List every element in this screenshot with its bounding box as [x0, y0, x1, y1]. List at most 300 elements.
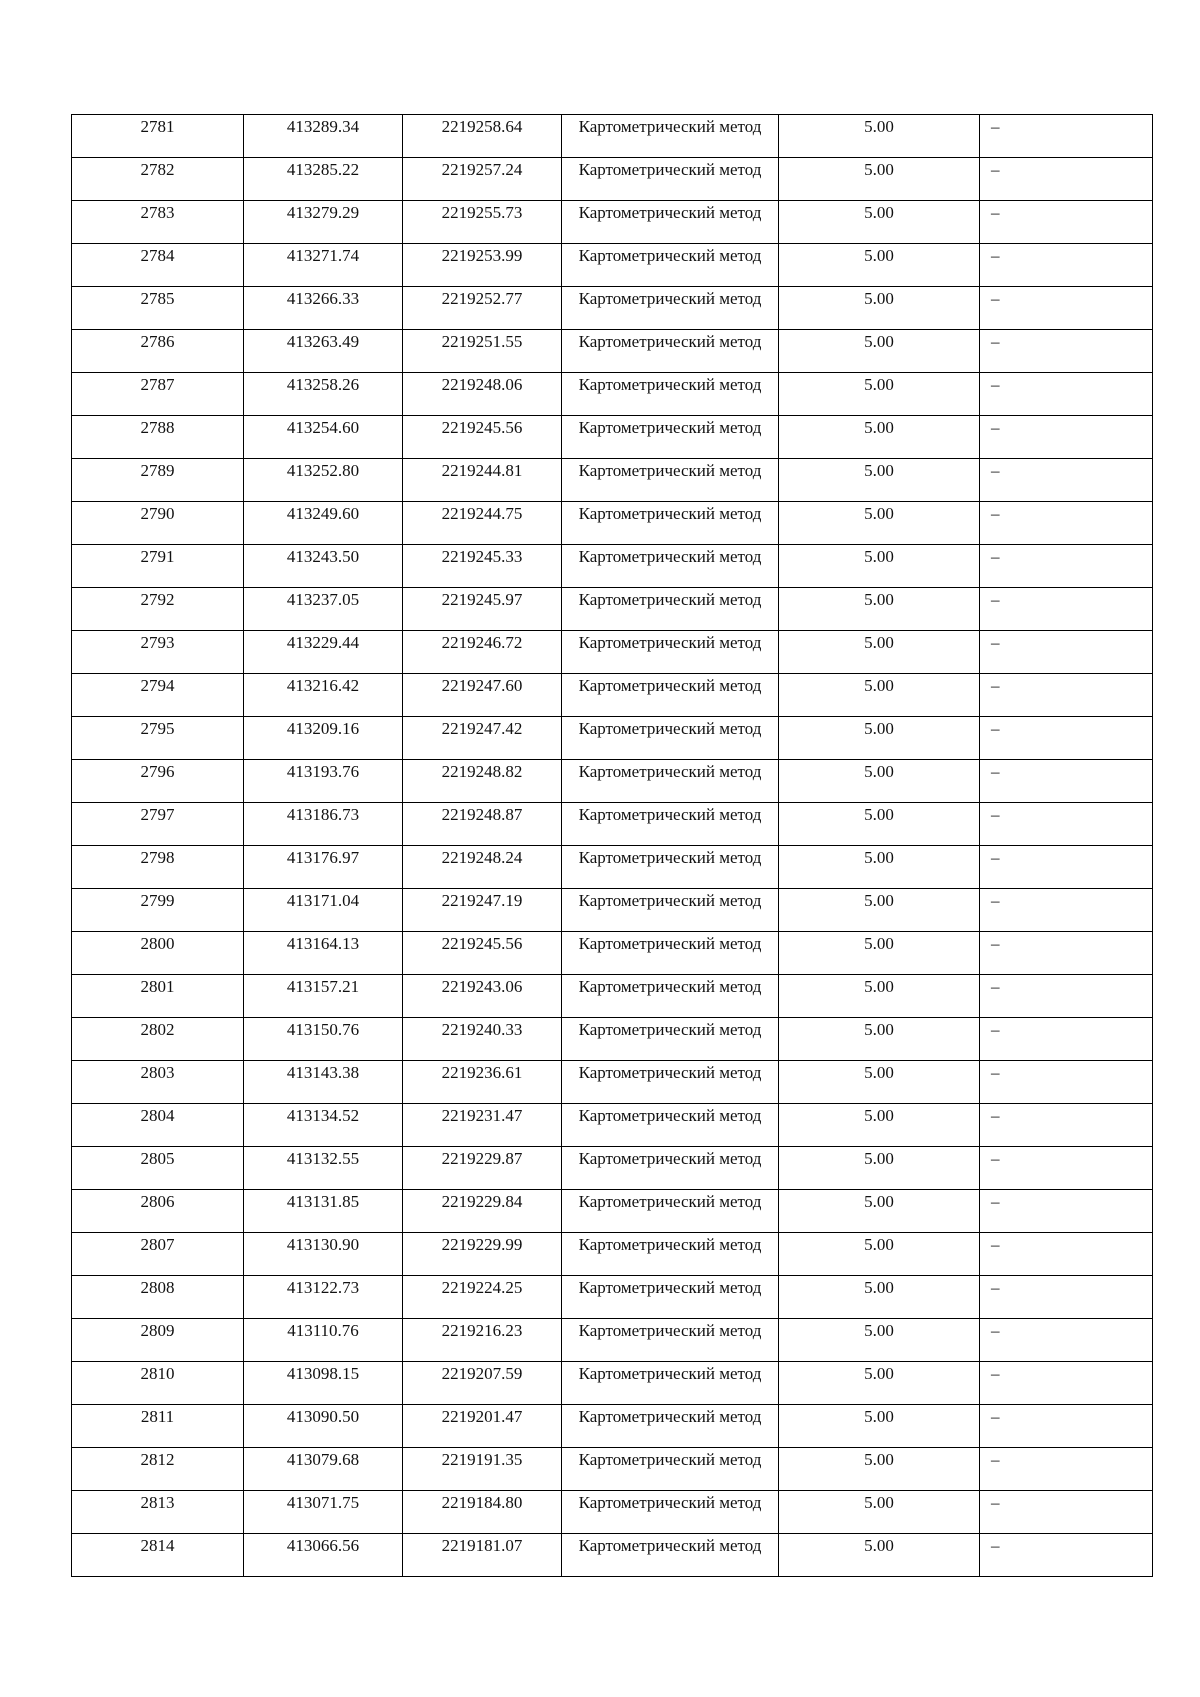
x-coordinate-cell — [244, 158, 403, 201]
x-coordinate-cell-text: 413122.73 — [286, 1278, 360, 1297]
method-cell — [562, 674, 779, 717]
method-cell-text: Картометрический метод — [578, 461, 762, 480]
y-coordinate-cell-text: 2219257.24 — [441, 160, 523, 179]
description-cell-text: – — [991, 977, 1000, 996]
coordinates-table-body — [72, 115, 1153, 1577]
description-cell — [980, 1534, 1153, 1577]
y-coordinate-cell-text: 2219216.23 — [441, 1321, 523, 1340]
x-coordinate-cell-text: 413271.74 — [286, 246, 360, 265]
x-coordinate-cell — [244, 1448, 403, 1491]
accuracy-cell — [779, 1147, 980, 1190]
description-cell-text: – — [991, 332, 1000, 351]
table-row — [72, 502, 1153, 545]
y-coordinate-cell — [403, 330, 562, 373]
x-coordinate-cell — [244, 975, 403, 1018]
point-number-cell-text: 2799 — [140, 891, 175, 910]
accuracy-cell — [779, 1276, 980, 1319]
y-coordinate-cell-text: 2219229.99 — [441, 1235, 523, 1254]
description-cell — [980, 416, 1153, 459]
method-cell-text: Картометрический метод — [578, 719, 762, 738]
table-row — [72, 803, 1153, 846]
accuracy-cell — [779, 115, 980, 158]
y-coordinate-cell — [403, 244, 562, 287]
point-number-cell — [72, 975, 244, 1018]
x-coordinate-cell-text: 413157.21 — [286, 977, 360, 996]
method-cell — [562, 760, 779, 803]
description-cell-text: – — [991, 117, 1000, 136]
y-coordinate-cell — [403, 975, 562, 1018]
point-number-cell — [72, 846, 244, 889]
method-cell-text: Картометрический метод — [578, 418, 762, 437]
accuracy-cell-text: 5.00 — [864, 332, 894, 351]
method-cell-text: Картометрический метод — [578, 1364, 762, 1383]
y-coordinate-cell — [403, 1405, 562, 1448]
y-coordinate-cell-text: 2219247.60 — [441, 676, 523, 695]
table-row — [72, 1233, 1153, 1276]
point-number-cell-text: 2805 — [140, 1149, 175, 1168]
point-number-cell — [72, 115, 244, 158]
point-number-cell — [72, 1534, 244, 1577]
description-cell-text: – — [991, 246, 1000, 265]
accuracy-cell-text: 5.00 — [864, 1493, 894, 1512]
method-cell — [562, 1362, 779, 1405]
description-cell-text: – — [991, 203, 1000, 222]
description-cell-text: – — [991, 934, 1000, 953]
y-coordinate-cell — [403, 459, 562, 502]
y-coordinate-cell-text: 2219252.77 — [441, 289, 523, 308]
point-number-cell-text: 2786 — [140, 332, 175, 351]
y-coordinate-cell-text: 2219251.55 — [441, 332, 523, 351]
method-cell-text: Картометрический метод — [578, 590, 762, 609]
method-cell-text: Картометрический метод — [578, 246, 762, 265]
y-coordinate-cell — [403, 1233, 562, 1276]
y-coordinate-cell-text: 2219255.73 — [441, 203, 523, 222]
description-cell-text: – — [991, 375, 1000, 394]
method-cell-text: Картометрический метод — [578, 1407, 762, 1426]
method-cell — [562, 330, 779, 373]
method-cell — [562, 287, 779, 330]
point-number-cell-text: 2787 — [140, 375, 175, 394]
x-coordinate-cell-text: 413071.75 — [286, 1493, 360, 1512]
x-coordinate-cell-text: 413229.44 — [286, 633, 360, 652]
x-coordinate-cell — [244, 932, 403, 975]
accuracy-cell-text: 5.00 — [864, 375, 894, 394]
description-cell — [980, 502, 1153, 545]
description-cell-text: – — [991, 1020, 1000, 1039]
x-coordinate-cell — [244, 201, 403, 244]
y-coordinate-cell-text: 2219248.06 — [441, 375, 523, 394]
accuracy-cell — [779, 1233, 980, 1276]
description-cell — [980, 717, 1153, 760]
description-cell — [980, 1018, 1153, 1061]
method-cell-text: Картометрический метод — [578, 762, 762, 781]
point-number-cell — [72, 803, 244, 846]
method-cell — [562, 158, 779, 201]
table-row — [72, 1276, 1153, 1319]
accuracy-cell — [779, 1319, 980, 1362]
description-cell-text: – — [991, 719, 1000, 738]
point-number-cell-text: 2801 — [140, 977, 175, 996]
method-cell — [562, 846, 779, 889]
x-coordinate-cell-text: 413143.38 — [286, 1063, 360, 1082]
point-number-cell-text: 2791 — [140, 547, 175, 566]
method-cell — [562, 373, 779, 416]
description-cell — [980, 889, 1153, 932]
accuracy-cell — [779, 459, 980, 502]
point-number-cell-text: 2809 — [140, 1321, 175, 1340]
y-coordinate-cell-text: 2219245.56 — [441, 934, 523, 953]
y-coordinate-cell-text: 2219248.82 — [441, 762, 523, 781]
y-coordinate-cell — [403, 1319, 562, 1362]
accuracy-cell — [779, 201, 980, 244]
table-row — [72, 1147, 1153, 1190]
y-coordinate-cell-text: 2219248.24 — [441, 848, 523, 867]
x-coordinate-cell — [244, 1147, 403, 1190]
point-number-cell — [72, 545, 244, 588]
description-cell-text: – — [991, 762, 1000, 781]
method-cell — [562, 1405, 779, 1448]
table-row — [72, 1018, 1153, 1061]
table-row — [72, 287, 1153, 330]
description-cell-text: – — [991, 1450, 1000, 1469]
point-number-cell — [72, 1319, 244, 1362]
point-number-cell — [72, 1491, 244, 1534]
table-row — [72, 1319, 1153, 1362]
point-number-cell — [72, 1061, 244, 1104]
point-number-cell — [72, 373, 244, 416]
method-cell — [562, 502, 779, 545]
method-cell-text: Картометрический метод — [578, 1192, 762, 1211]
point-number-cell — [72, 502, 244, 545]
x-coordinate-cell — [244, 1104, 403, 1147]
accuracy-cell — [779, 244, 980, 287]
x-coordinate-cell-text: 413216.42 — [286, 676, 360, 695]
y-coordinate-cell — [403, 932, 562, 975]
description-cell-text: – — [991, 676, 1000, 695]
x-coordinate-cell — [244, 1534, 403, 1577]
x-coordinate-cell — [244, 717, 403, 760]
description-cell-text: – — [991, 590, 1000, 609]
accuracy-cell-text: 5.00 — [864, 934, 894, 953]
x-coordinate-cell — [244, 459, 403, 502]
accuracy-cell — [779, 158, 980, 201]
method-cell — [562, 1061, 779, 1104]
accuracy-cell-text: 5.00 — [864, 848, 894, 867]
accuracy-cell-text: 5.00 — [864, 289, 894, 308]
method-cell-text: Картометрический метод — [578, 977, 762, 996]
description-cell — [980, 1405, 1153, 1448]
x-coordinate-cell-text: 413132.55 — [286, 1149, 360, 1168]
accuracy-cell-text: 5.00 — [864, 246, 894, 265]
description-cell-text: – — [991, 633, 1000, 652]
description-cell — [980, 1362, 1153, 1405]
x-coordinate-cell-text: 413130.90 — [286, 1235, 360, 1254]
accuracy-cell-text: 5.00 — [864, 504, 894, 523]
accuracy-cell — [779, 846, 980, 889]
point-number-cell — [72, 932, 244, 975]
description-cell — [980, 373, 1153, 416]
accuracy-cell — [779, 803, 980, 846]
y-coordinate-cell — [403, 803, 562, 846]
x-coordinate-cell-text: 413176.97 — [286, 848, 360, 867]
accuracy-cell — [779, 1534, 980, 1577]
accuracy-cell-text: 5.00 — [864, 1192, 894, 1211]
x-coordinate-cell-text: 413090.50 — [286, 1407, 360, 1426]
y-coordinate-cell — [403, 1190, 562, 1233]
point-number-cell — [72, 889, 244, 932]
method-cell-text: Картометрический метод — [578, 1020, 762, 1039]
accuracy-cell — [779, 1018, 980, 1061]
accuracy-cell-text: 5.00 — [864, 719, 894, 738]
description-cell-text: – — [991, 1493, 1000, 1512]
table-row — [72, 459, 1153, 502]
accuracy-cell-text: 5.00 — [864, 590, 894, 609]
accuracy-cell-text: 5.00 — [864, 547, 894, 566]
description-cell-text: – — [991, 1235, 1000, 1254]
method-cell-text: Картометрический метод — [578, 332, 762, 351]
y-coordinate-cell — [403, 631, 562, 674]
description-cell-text: – — [991, 504, 1000, 523]
y-coordinate-cell-text: 2219229.87 — [441, 1149, 523, 1168]
accuracy-cell-text: 5.00 — [864, 1235, 894, 1254]
accuracy-cell — [779, 1448, 980, 1491]
method-cell — [562, 1491, 779, 1534]
x-coordinate-cell-text: 413131.85 — [286, 1192, 360, 1211]
x-coordinate-cell-text: 413193.76 — [286, 762, 360, 781]
y-coordinate-cell-text: 2219247.42 — [441, 719, 523, 738]
method-cell — [562, 244, 779, 287]
y-coordinate-cell-text: 2219245.33 — [441, 547, 523, 566]
method-cell — [562, 1018, 779, 1061]
y-coordinate-cell — [403, 1491, 562, 1534]
description-cell — [980, 975, 1153, 1018]
point-number-cell — [72, 459, 244, 502]
accuracy-cell — [779, 1190, 980, 1233]
accuracy-cell-text: 5.00 — [864, 1149, 894, 1168]
point-number-cell-text: 2802 — [140, 1020, 175, 1039]
point-number-cell — [72, 1104, 244, 1147]
y-coordinate-cell-text: 2219181.07 — [441, 1536, 523, 1555]
method-cell — [562, 631, 779, 674]
point-number-cell-text: 2792 — [140, 590, 175, 609]
accuracy-cell — [779, 760, 980, 803]
description-cell — [980, 631, 1153, 674]
y-coordinate-cell — [403, 201, 562, 244]
table-row — [72, 115, 1153, 158]
description-cell-text: – — [991, 1278, 1000, 1297]
accuracy-cell — [779, 932, 980, 975]
description-cell-text: – — [991, 848, 1000, 867]
y-coordinate-cell — [403, 889, 562, 932]
description-cell-text: – — [991, 1536, 1000, 1555]
x-coordinate-cell — [244, 373, 403, 416]
point-number-cell-text: 2811 — [140, 1407, 175, 1426]
point-number-cell-text: 2812 — [140, 1450, 175, 1469]
y-coordinate-cell — [403, 717, 562, 760]
y-coordinate-cell — [403, 115, 562, 158]
method-cell-text: Картометрический метод — [578, 289, 762, 308]
point-number-cell — [72, 1147, 244, 1190]
description-cell-text: – — [991, 1192, 1000, 1211]
description-cell-text: – — [991, 418, 1000, 437]
description-cell — [980, 158, 1153, 201]
method-cell-text: Картометрический метод — [578, 1450, 762, 1469]
y-coordinate-cell — [403, 760, 562, 803]
accuracy-cell — [779, 717, 980, 760]
y-coordinate-cell — [403, 588, 562, 631]
accuracy-cell — [779, 1104, 980, 1147]
description-cell — [980, 1061, 1153, 1104]
y-coordinate-cell-text: 2219245.56 — [441, 418, 523, 437]
description-cell — [980, 244, 1153, 287]
table-row — [72, 631, 1153, 674]
y-coordinate-cell — [403, 1061, 562, 1104]
method-cell — [562, 1147, 779, 1190]
method-cell — [562, 1233, 779, 1276]
x-coordinate-cell — [244, 545, 403, 588]
method-cell-text: Картометрический метод — [578, 1149, 762, 1168]
method-cell-text: Картометрический метод — [578, 848, 762, 867]
method-cell-text: Картометрический метод — [578, 547, 762, 566]
accuracy-cell-text: 5.00 — [864, 977, 894, 996]
description-cell — [980, 1448, 1153, 1491]
x-coordinate-cell — [244, 1405, 403, 1448]
method-cell — [562, 717, 779, 760]
x-coordinate-cell — [244, 1190, 403, 1233]
accuracy-cell — [779, 1362, 980, 1405]
accuracy-cell — [779, 889, 980, 932]
description-cell — [980, 545, 1153, 588]
method-cell — [562, 1534, 779, 1577]
x-coordinate-cell-text: 413079.68 — [286, 1450, 360, 1469]
accuracy-cell — [779, 330, 980, 373]
description-cell — [980, 803, 1153, 846]
table-row — [72, 932, 1153, 975]
y-coordinate-cell-text: 2219201.47 — [441, 1407, 523, 1426]
x-coordinate-cell-text: 413237.05 — [286, 590, 360, 609]
y-coordinate-cell — [403, 1362, 562, 1405]
method-cell — [562, 115, 779, 158]
point-number-cell-text: 2790 — [140, 504, 175, 523]
description-cell — [980, 932, 1153, 975]
y-coordinate-cell-text: 2219243.06 — [441, 977, 523, 996]
point-number-cell — [72, 330, 244, 373]
x-coordinate-cell — [244, 588, 403, 631]
description-cell-text: – — [991, 1364, 1000, 1383]
y-coordinate-cell-text: 2219236.61 — [441, 1063, 523, 1082]
point-number-cell — [72, 416, 244, 459]
y-coordinate-cell — [403, 158, 562, 201]
x-coordinate-cell-text: 413266.33 — [286, 289, 360, 308]
method-cell — [562, 459, 779, 502]
accuracy-cell-text: 5.00 — [864, 1278, 894, 1297]
y-coordinate-cell-text: 2219244.81 — [441, 461, 523, 480]
x-coordinate-cell-text: 413258.26 — [286, 375, 360, 394]
point-number-cell-text: 2794 — [140, 676, 175, 695]
y-coordinate-cell-text: 2219240.33 — [441, 1020, 523, 1039]
point-number-cell — [72, 760, 244, 803]
x-coordinate-cell — [244, 1061, 403, 1104]
description-cell — [980, 201, 1153, 244]
description-cell-text: – — [991, 1149, 1000, 1168]
accuracy-cell — [779, 975, 980, 1018]
method-cell-text: Картометрический метод — [578, 1321, 762, 1340]
accuracy-cell — [779, 1061, 980, 1104]
table-row — [72, 588, 1153, 631]
method-cell-text: Картометрический метод — [578, 676, 762, 695]
accuracy-cell-text: 5.00 — [864, 1063, 894, 1082]
y-coordinate-cell — [403, 1448, 562, 1491]
x-coordinate-cell — [244, 1233, 403, 1276]
point-number-cell-text: 2789 — [140, 461, 175, 480]
point-number-cell — [72, 1190, 244, 1233]
table-row — [72, 975, 1153, 1018]
description-cell-text: – — [991, 289, 1000, 308]
point-number-cell — [72, 1018, 244, 1061]
x-coordinate-cell — [244, 889, 403, 932]
x-coordinate-cell-text: 413263.49 — [286, 332, 360, 351]
accuracy-cell — [779, 502, 980, 545]
description-cell — [980, 1319, 1153, 1362]
description-cell-text: – — [991, 891, 1000, 910]
description-cell-text: – — [991, 805, 1000, 824]
method-cell-text: Картометрический метод — [578, 1235, 762, 1254]
method-cell-text: Картометрический метод — [578, 1278, 762, 1297]
x-coordinate-cell — [244, 502, 403, 545]
table-row — [72, 416, 1153, 459]
accuracy-cell-text: 5.00 — [864, 676, 894, 695]
y-coordinate-cell-text: 2219191.35 — [441, 1450, 523, 1469]
table-row — [72, 1491, 1153, 1534]
method-cell-text: Картометрический метод — [578, 805, 762, 824]
y-coordinate-cell — [403, 373, 562, 416]
accuracy-cell-text: 5.00 — [864, 160, 894, 179]
point-number-cell — [72, 158, 244, 201]
point-number-cell — [72, 674, 244, 717]
method-cell — [562, 201, 779, 244]
method-cell — [562, 932, 779, 975]
table-row — [72, 717, 1153, 760]
x-coordinate-cell-text: 413249.60 — [286, 504, 360, 523]
point-number-cell — [72, 1448, 244, 1491]
y-coordinate-cell — [403, 287, 562, 330]
point-number-cell-text: 2807 — [140, 1235, 175, 1254]
accuracy-cell-text: 5.00 — [864, 1321, 894, 1340]
method-cell — [562, 889, 779, 932]
point-number-cell-text: 2804 — [140, 1106, 175, 1125]
description-cell — [980, 1190, 1153, 1233]
x-coordinate-cell-text: 413150.76 — [286, 1020, 360, 1039]
method-cell — [562, 1276, 779, 1319]
x-coordinate-cell-text: 413134.52 — [286, 1106, 360, 1125]
point-number-cell-text: 2800 — [140, 934, 175, 953]
y-coordinate-cell-text: 2219224.25 — [441, 1278, 523, 1297]
y-coordinate-cell — [403, 846, 562, 889]
accuracy-cell-text: 5.00 — [864, 805, 894, 824]
accuracy-cell-text: 5.00 — [864, 1407, 894, 1426]
description-cell — [980, 330, 1153, 373]
point-number-cell-text: 2781 — [140, 117, 175, 136]
description-cell — [980, 1147, 1153, 1190]
method-cell-text: Картометрический метод — [578, 1106, 762, 1125]
accuracy-cell — [779, 373, 980, 416]
table-row — [72, 889, 1153, 932]
x-coordinate-cell-text: 413164.13 — [286, 934, 360, 953]
x-coordinate-cell — [244, 674, 403, 717]
description-cell — [980, 1233, 1153, 1276]
x-coordinate-cell — [244, 244, 403, 287]
method-cell — [562, 416, 779, 459]
